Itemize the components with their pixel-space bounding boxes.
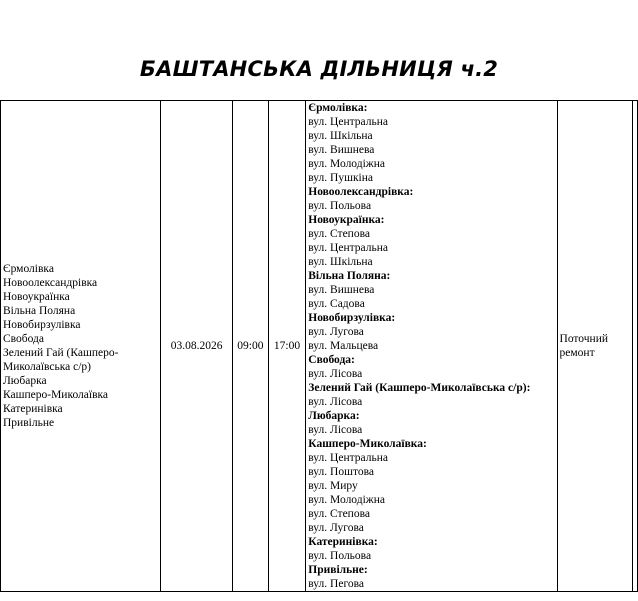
street-name: вул. Лугова — [308, 522, 364, 534]
street-name: вул. Поштова — [308, 466, 374, 478]
village-name: Катеринівка — [3, 403, 63, 415]
street-name: вул. Молодіжна — [308, 494, 385, 506]
street-name: вул. Лугова — [308, 326, 364, 338]
table-row — [1, 101, 638, 592]
streets-list — [308, 101, 554, 591]
streets-cell — [306, 101, 557, 592]
street-name: вул. Шкільна — [308, 256, 373, 268]
village-name: Зелений Гай (Кашперо- — [3, 347, 119, 359]
village-name: Новоолександрівка — [3, 277, 98, 289]
street-name: вул. Молодіжна — [308, 158, 385, 170]
date-cell: 03.08.2026 — [161, 101, 233, 592]
page-title: БАШТАНСЬКА ДІЛЬНИЦЯ ч.2 — [139, 57, 499, 81]
street-group-heading: Привільне: — [308, 564, 368, 576]
end-time-cell: 17:00 — [268, 101, 306, 592]
street-group-heading: Вільна Поляна: — [308, 270, 391, 282]
street-name: вул. Садова — [308, 298, 365, 310]
village-name: Миколаївська с/р) — [3, 361, 92, 373]
street-name: вул. Центральна — [308, 242, 388, 254]
street-group-heading: Новобирзулівка: — [308, 312, 396, 324]
street-group-heading: Зелений Гай (Кашперо-Миколаївська с/р): — [308, 382, 531, 394]
work-type-line: Поточний — [559, 333, 609, 345]
village-name: Новоукраїнка — [3, 291, 70, 303]
street-name: вул. Миру — [308, 480, 358, 492]
street-group-heading: Новоукраїнка: — [308, 214, 385, 226]
street-group-heading: Новоолександрівка: — [308, 186, 414, 198]
schedule-table — [0, 100, 638, 592]
street-name: вул. Лісова — [308, 368, 363, 380]
street-name: вул. Центральна — [308, 452, 388, 464]
village-name: Любарка — [3, 375, 47, 387]
street-name: вул. Пушкіна — [308, 172, 373, 184]
street-name: вул. Лісова — [308, 396, 363, 408]
village-name: Привільне — [3, 417, 55, 429]
villages-list — [3, 262, 158, 430]
cut-off-cell — [633, 101, 638, 592]
street-name: вул. Степова — [308, 508, 370, 520]
village-name: Новобирзулівка — [3, 319, 81, 331]
work-type-cell — [557, 101, 632, 592]
village-name: Кашперо-Миколаївка — [3, 389, 109, 401]
street-name: вул. Мальцева — [308, 340, 379, 352]
street-name: вул. Польова — [308, 550, 372, 562]
street-name: вул. Вишнева — [308, 284, 375, 296]
street-group-heading: Любарка: — [308, 410, 360, 422]
work-type — [560, 332, 630, 360]
street-name: вул. Польова — [308, 200, 372, 212]
street-group-heading: Катеринівка: — [308, 536, 378, 548]
village-name: Єрмолівка — [3, 263, 54, 275]
village-name: Свобода — [3, 333, 44, 345]
street-name: вул. Степова — [308, 228, 370, 240]
street-group-heading: Кашперо-Миколаївка: — [308, 438, 427, 450]
villages-cell — [1, 101, 161, 592]
street-group-heading: Єрмолівка: — [308, 102, 368, 114]
street-name: вул. Лісова — [308, 424, 363, 436]
street-name: вул. Шкільна — [308, 130, 373, 142]
street-name: вул. Вишнева — [308, 144, 375, 156]
street-name: вул. Пегова — [308, 578, 365, 590]
start-time-cell: 09:00 — [233, 101, 269, 592]
street-group-heading: Свобода: — [308, 354, 355, 366]
work-type-line: ремонт — [559, 347, 595, 359]
street-name: вул. Центральна — [308, 116, 388, 128]
village-name: Вільна Поляна — [3, 305, 76, 317]
